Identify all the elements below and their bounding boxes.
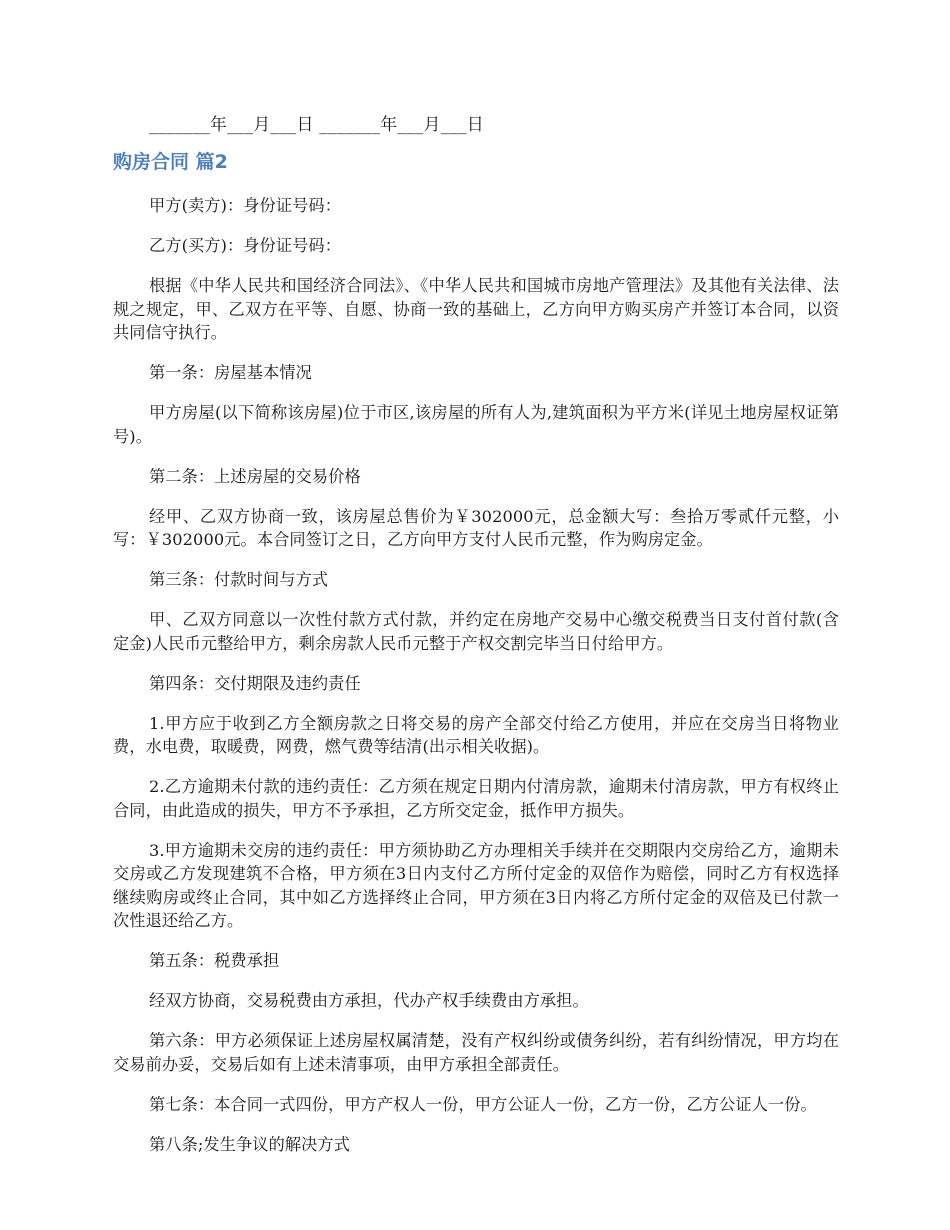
article-6-body: 第六条：甲方必须保证上述房屋权属清楚，没有产权纠纷或债务纠纷，若有纠纷情况，甲方均在交易前办妥，交易后如有上述未清事项，由甲方承担全部责任。 — [113, 1031, 839, 1074]
article-5-heading: 第五条：税费承担 — [149, 951, 280, 970]
article-8-heading: 第八条;发生争议的解决方式 — [149, 1134, 351, 1154]
article-2-heading: 第二条：上述房屋的交易价格 — [149, 466, 361, 486]
article-3-body: 甲、乙双方同意以一次性付款方式付款，并约定在房地产交易中心缴交税费当日支付首付款(含定金)人民币元整给甲方，剩余房款人民币元整于产权交割完毕当日付给甲方。 — [113, 610, 839, 653]
article-4-clause-1: 1.甲方应于收到乙方全额房款之日将交易的房产全部交付给乙方使用，并应在交房当日将物业费，水电费，取暖费，网费，燃气费等结清(出示相关收据)。 — [113, 713, 839, 756]
party-b-line: 乙方(买方)：身份证号码： — [149, 236, 341, 255]
article-4-clause-2: 2.乙方逾期未付款的违约责任：乙方须在规定日期内付清房款，逾期未付清房款，甲方有权终止合同，由此造成的损失，甲方不予承担，乙方所交定金，抵作甲方损失。 — [113, 777, 839, 820]
section-title: 购房合同 篇2 — [113, 151, 228, 173]
article-4-heading: 第四条：交付期限及违约责任 — [149, 673, 361, 693]
article-2-body: 经甲、乙双方协商一致，该房屋总售价为￥302000元，总金额大写：叁拾万零贰仟元整，小写：￥302000元。本合同签订之日，乙方向甲方支付人民币元整，作为购房定金。 — [113, 506, 839, 549]
article-3-heading: 第三条：付款时间与方式 — [149, 570, 329, 589]
document-page — [113, 112, 839, 1173]
article-1-heading: 第一条：房屋基本情况 — [149, 363, 312, 382]
article-5-body: 经双方协商，交易税费由方承担，代办产权手续费由方承担。 — [149, 991, 589, 1010]
preamble-paragraph: 根据《中华人民共和国经济合同法》、《中华人民共和国城市房地产管理法》及其他有关法律、法规之规定，甲、乙双方在平等、自愿、协商一致的基础上，乙方向甲方购买房产并签订本合同，以资共同信守执行。 — [113, 276, 839, 342]
signature-date-line: _______年___月___日 _______年___月___日 — [149, 115, 485, 135]
party-a-line: 甲方(卖方)：身份证号码： — [149, 196, 341, 215]
article-1-body: 甲方房屋(以下简称该房屋)位于市区,该房屋的所有人为,建筑面积为平方米(详见土地房屋权证第号)。 — [113, 403, 839, 446]
article-7-body: 第七条：本合同一式四份，甲方产权人一份，甲方公证人一份，乙方一份，乙方公证人一份。 — [149, 1094, 817, 1114]
article-4-clause-3: 3.甲方逾期未交房的违约责任：甲方须协助乙方办理相关手续并在交期限内交房给乙方，逾期未交房或乙方发现建筑不合格，甲方须在3日内支付乙方所付定金的双倍作为赔偿，同时乙方有权选择继续购房或终止合同，其中如乙方选择终止合同，甲方须在3日内将乙方所付定金的双倍及已付款一次性退还给乙方。 — [113, 840, 839, 930]
